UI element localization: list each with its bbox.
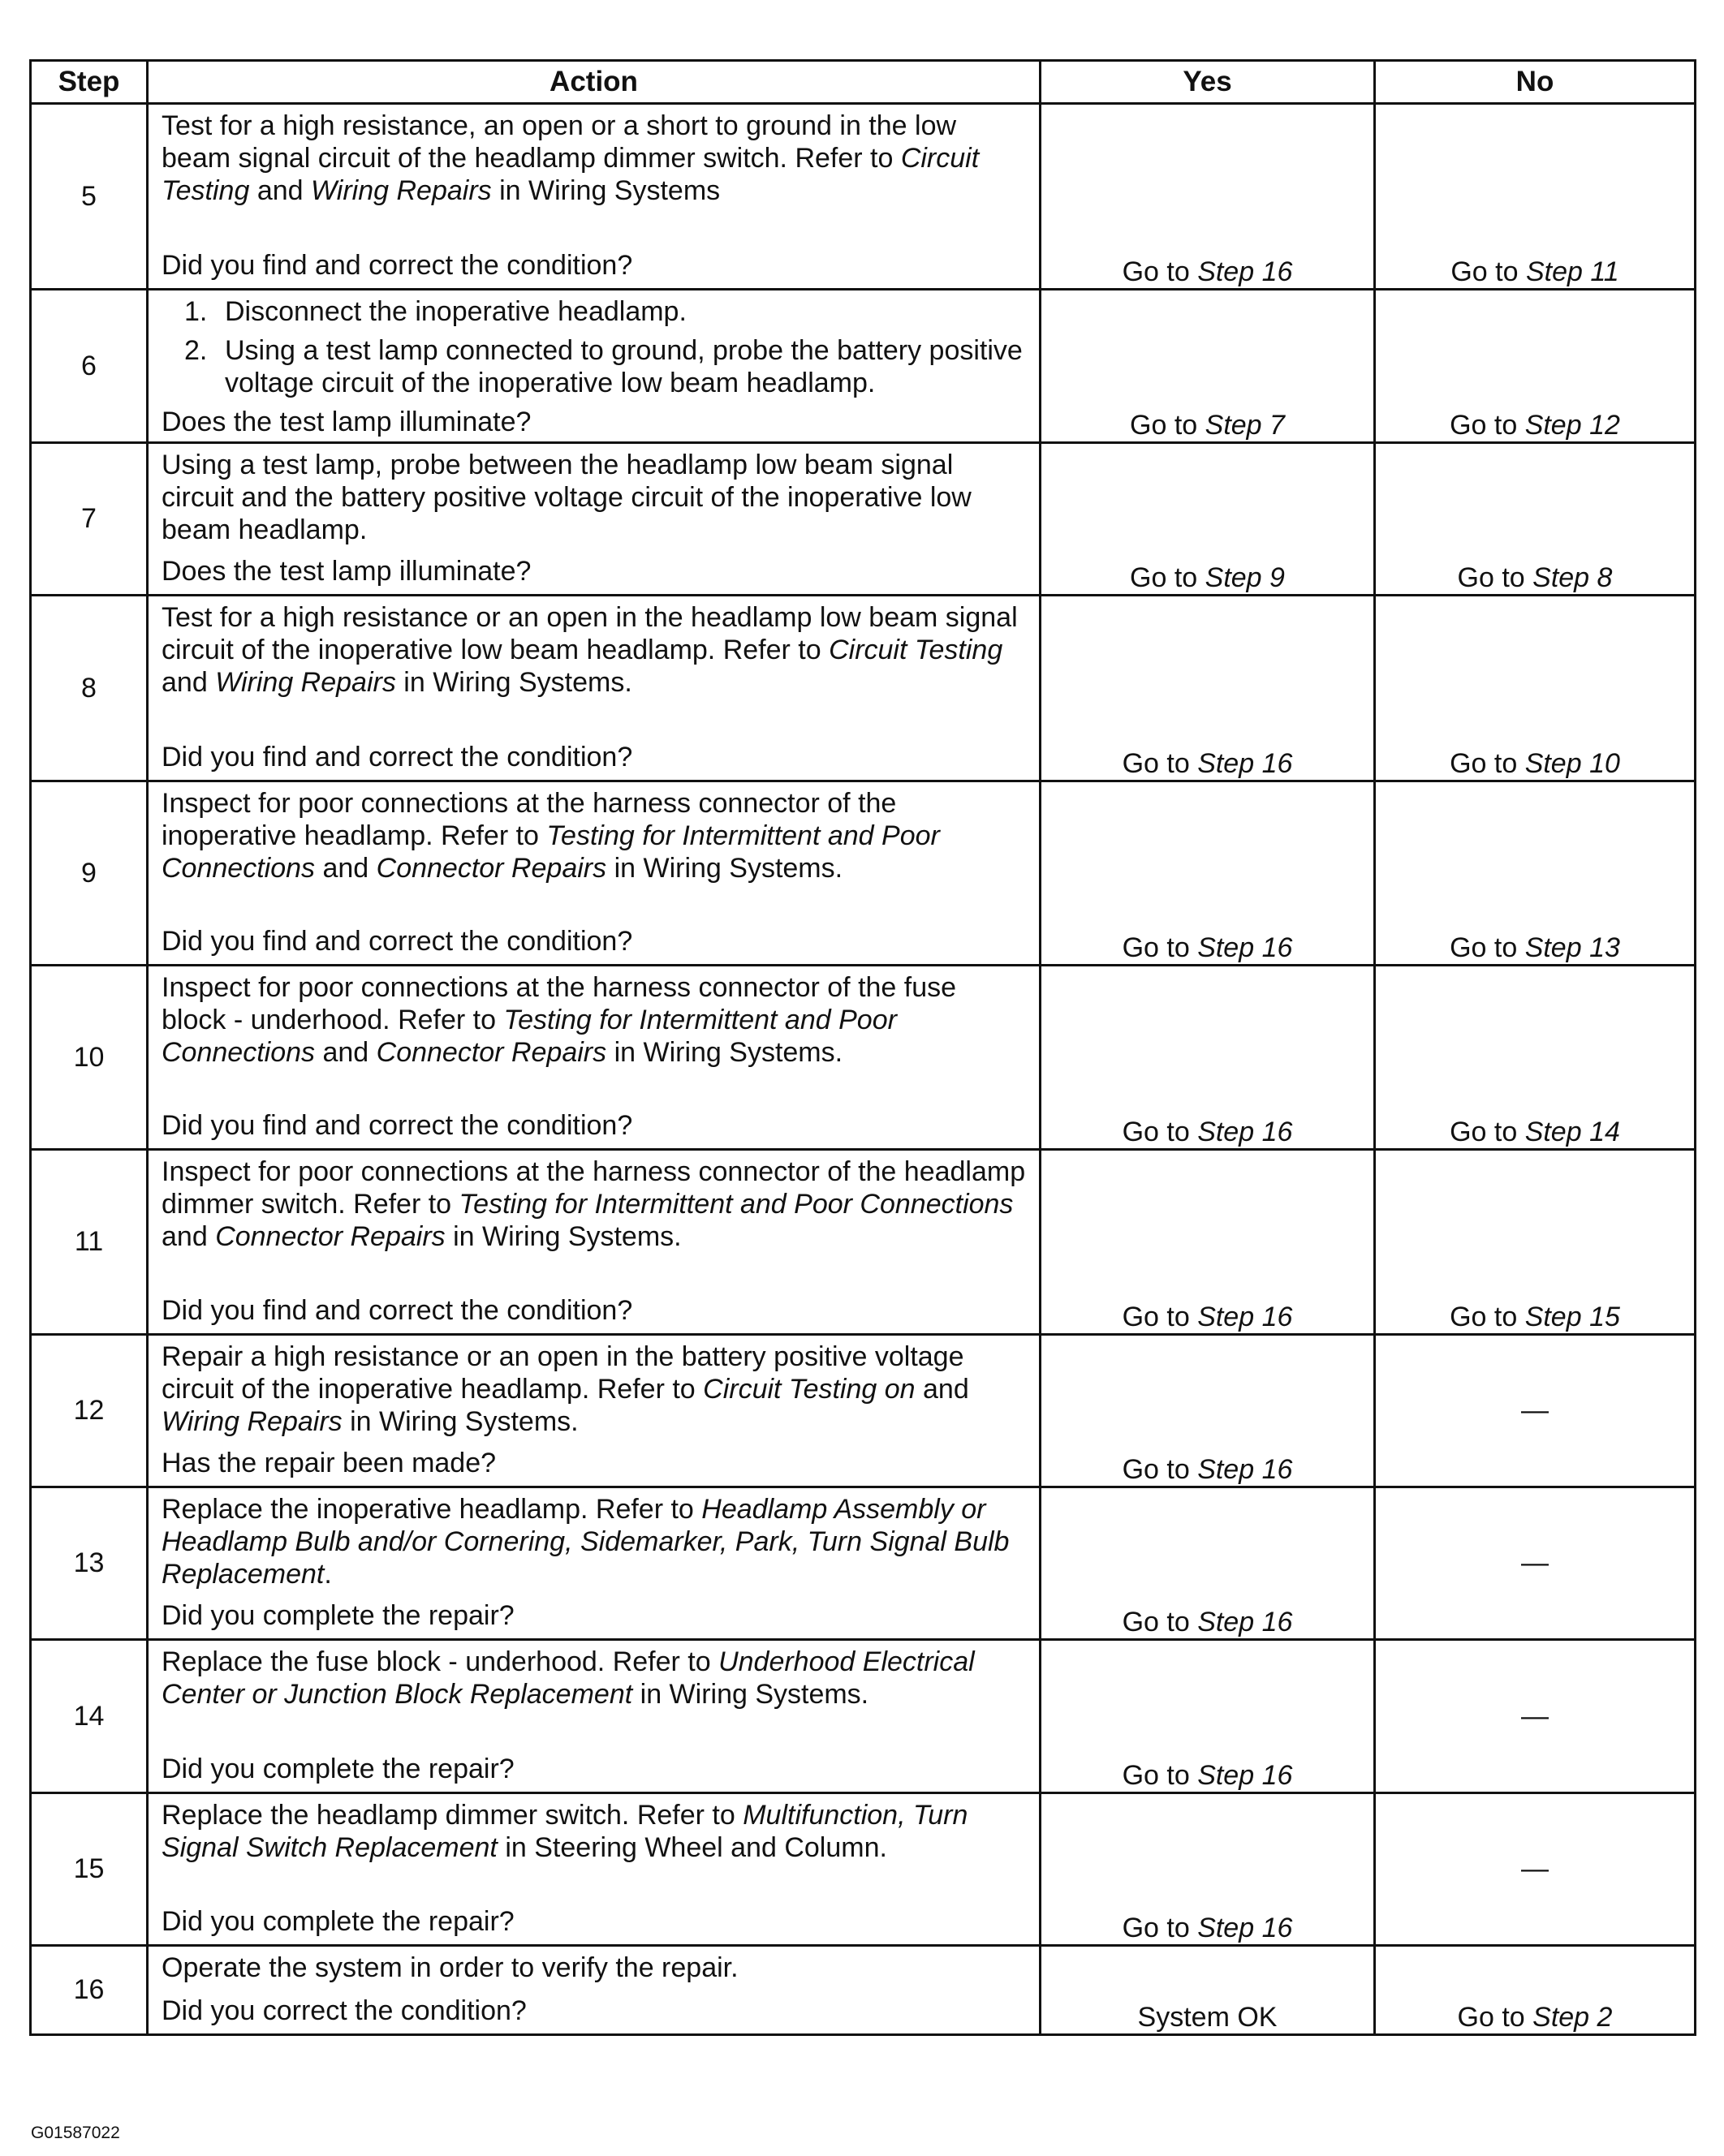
action-text: Test for a high resistance or an open in the headlamp low beam signal circuit of the inoperative low beam headlamp. Refer to bbox=[162, 602, 1018, 665]
action-question: Has the repair been made? bbox=[162, 1448, 497, 1478]
procedure-step: 1. Disconnect the inoperative headlamp. bbox=[184, 296, 687, 327]
action-text: in Wiring Systems. bbox=[445, 1221, 682, 1252]
table-row bbox=[31, 781, 1696, 966]
step-number: 6 bbox=[31, 290, 148, 443]
table-row bbox=[31, 443, 1696, 596]
yes-goto-step: Step 16 bbox=[1197, 1913, 1293, 1943]
action-description bbox=[162, 787, 1028, 884]
yes-goto-step: Step 16 bbox=[1197, 1760, 1293, 1791]
yes-goto-label: Go to bbox=[1122, 748, 1198, 779]
action-text: Replace the fuse block - underhood. Refer to bbox=[162, 1646, 719, 1677]
no-goto-label: Go to bbox=[1450, 256, 1526, 287]
procedure-step-text: Using a test lamp connected to ground, probe the battery positive voltage circuit of the inoperative low beam headlamp. bbox=[225, 335, 1023, 398]
action-description bbox=[162, 1799, 1028, 1864]
yes-goto-label: Go to bbox=[1122, 1302, 1198, 1332]
procedure-list bbox=[162, 295, 1028, 406]
yes-result bbox=[1041, 1793, 1375, 1946]
yes-result bbox=[1041, 596, 1375, 781]
yes-result bbox=[1041, 1640, 1375, 1793]
reference-title: Connector Repairs bbox=[376, 1037, 607, 1068]
yes-goto-step: Step 16 bbox=[1197, 748, 1293, 779]
step-number: 15 bbox=[31, 1793, 148, 1946]
no-goto-step: Step 12 bbox=[1524, 410, 1620, 441]
reference-title: Circuit Testing bbox=[162, 143, 980, 206]
no-goto-step: Step 2 bbox=[1532, 2002, 1613, 2033]
no-goto-step: Step 11 bbox=[1525, 256, 1619, 287]
step-number: 5 bbox=[31, 104, 148, 290]
yes-goto-label: Go to bbox=[1122, 1607, 1198, 1637]
action-text: Repair a high resistance or an open in the battery positive voltage circuit of the inoperative headlamp. Refer to bbox=[162, 1341, 964, 1405]
action-cell bbox=[148, 966, 1041, 1150]
action-text: Inspect for poor connections at the harness connector of the headlamp dimmer switch. Refer to bbox=[162, 1156, 1026, 1220]
reference-title: Underhood Electrical Center or Junction Block Replacement bbox=[162, 1646, 975, 1710]
table-row bbox=[31, 1640, 1696, 1793]
no-result bbox=[1375, 1487, 1696, 1640]
yes-goto-step: Step 9 bbox=[1205, 562, 1285, 593]
no-result bbox=[1375, 596, 1696, 781]
no-result bbox=[1375, 1150, 1696, 1335]
action-cell bbox=[148, 1150, 1041, 1335]
reference-title: Circuit Testing bbox=[829, 635, 1003, 665]
action-cell bbox=[148, 1487, 1041, 1640]
action-description bbox=[162, 1493, 1028, 1590]
yes-goto-label: Go to bbox=[1130, 562, 1205, 593]
action-description bbox=[162, 971, 1028, 1069]
yes-goto-step: Step 7 bbox=[1205, 410, 1285, 441]
no-result bbox=[1375, 1640, 1696, 1793]
yes-goto-label: Go to bbox=[1130, 410, 1205, 441]
action-text: Inspect for poor connections at the harness connector of the inoperative headlamp. Refer to bbox=[162, 788, 897, 851]
yes-result bbox=[1041, 290, 1375, 443]
no-goto-label: Go to bbox=[1450, 932, 1525, 963]
step-number: 14 bbox=[31, 1640, 148, 1793]
action-cell bbox=[148, 1640, 1041, 1793]
action-question: Did you find and correct the condition? bbox=[162, 1295, 633, 1326]
table-row bbox=[31, 290, 1696, 443]
header-yes: Yes bbox=[1041, 61, 1375, 104]
table-row bbox=[31, 104, 1696, 290]
no-result bbox=[1375, 1946, 1696, 2035]
step-number: 16 bbox=[31, 1946, 148, 2035]
action-cell bbox=[148, 1793, 1041, 1946]
reference-title: Wiring Repairs bbox=[215, 667, 396, 698]
table-row bbox=[31, 966, 1696, 1150]
step-number: 7 bbox=[31, 443, 148, 596]
step-number: 10 bbox=[31, 966, 148, 1150]
yes-result bbox=[1041, 443, 1375, 596]
action-description bbox=[162, 1341, 1028, 1438]
no-goto-label: Go to bbox=[1450, 410, 1525, 441]
no-goto-label: Go to bbox=[1457, 2002, 1533, 2033]
no-result-text: — bbox=[1521, 1395, 1549, 1426]
action-description bbox=[162, 1952, 1028, 1984]
header-step: Step bbox=[31, 61, 148, 104]
no-goto-label: Go to bbox=[1450, 1302, 1525, 1332]
reference-title: Wiring Repairs bbox=[162, 1406, 343, 1437]
no-goto-label: Go to bbox=[1457, 562, 1533, 593]
action-cell bbox=[148, 1335, 1041, 1487]
action-question: Did you complete the repair? bbox=[162, 1754, 515, 1784]
action-text: Operate the system in order to verify the repair. bbox=[162, 1952, 739, 1983]
table-row bbox=[31, 1487, 1696, 1640]
action-cell bbox=[148, 1946, 1041, 2035]
reference-title: Multifunction, Turn Signal Switch Replacement bbox=[162, 1800, 968, 1863]
action-cell bbox=[148, 596, 1041, 781]
reference-title: Connector Repairs bbox=[376, 853, 607, 884]
action-description bbox=[162, 1155, 1028, 1253]
procedure-step: 2. Using a test lamp connected to ground, probe the battery positive voltage circuit of the inoperative low beam headlamp. bbox=[184, 335, 1023, 398]
table-row bbox=[31, 1946, 1696, 2035]
yes-goto-label: Go to bbox=[1122, 256, 1198, 287]
table-body bbox=[31, 104, 1696, 2035]
action-question: Did you find and correct the condition? bbox=[162, 926, 633, 957]
header-action: Action bbox=[148, 61, 1041, 104]
action-cell bbox=[148, 104, 1041, 290]
action-description bbox=[162, 601, 1028, 699]
action-question: Did you find and correct the condition? bbox=[162, 742, 633, 772]
action-text: Test for a high resistance, an open or a short to ground in the low beam signal circuit of the headlamp dimmer switch. Refer to bbox=[162, 110, 957, 174]
action-text: and bbox=[315, 1037, 377, 1068]
action-question: Did you correct the condition? bbox=[162, 1995, 527, 2026]
action-text: Replace the inoperative headlamp. Refer to bbox=[162, 1494, 702, 1525]
action-text: in Wiring Systems. bbox=[606, 853, 843, 884]
yes-result bbox=[1041, 1335, 1375, 1487]
reference-title: Headlamp Assembly or Headlamp Bulb and/or Cornering, Sidemarker, Park, Turn Signal Bulb Replacement bbox=[162, 1494, 1010, 1590]
action-text: in Steering Wheel and Column. bbox=[497, 1832, 887, 1863]
action-text: Inspect for poor connections at the harness connector of the fuse block - underhood. Refer to bbox=[162, 972, 957, 1035]
yes-goto-label: Go to bbox=[1122, 932, 1198, 963]
yes-result bbox=[1041, 1150, 1375, 1335]
yes-goto-label: Go to bbox=[1122, 1760, 1198, 1791]
table-row bbox=[31, 1150, 1696, 1335]
reference-title: Testing for Intermittent and Poor Connections bbox=[162, 820, 940, 884]
action-text: Replace the headlamp dimmer switch. Refer to bbox=[162, 1800, 743, 1831]
step-number: 8 bbox=[31, 596, 148, 781]
yes-goto-label: Go to bbox=[1122, 1454, 1198, 1485]
action-text: in Wiring Systems. bbox=[342, 1406, 579, 1437]
action-question: Did you complete the repair? bbox=[162, 1600, 515, 1631]
yes-result bbox=[1041, 104, 1375, 290]
no-result-text: — bbox=[1521, 1547, 1549, 1578]
yes-result-text: System OK bbox=[1137, 2002, 1278, 2033]
no-result bbox=[1375, 290, 1696, 443]
no-goto-step: Step 13 bbox=[1524, 932, 1620, 963]
header-no: No bbox=[1375, 61, 1696, 104]
no-result bbox=[1375, 781, 1696, 966]
action-question: Does the test lamp illuminate? bbox=[162, 407, 532, 437]
no-goto-step: Step 15 bbox=[1524, 1302, 1620, 1332]
action-description bbox=[162, 1646, 1028, 1711]
action-description bbox=[162, 110, 1028, 207]
action-cell bbox=[148, 290, 1041, 443]
yes-goto-step: Step 16 bbox=[1197, 1607, 1293, 1637]
no-goto-label: Go to bbox=[1450, 1117, 1525, 1147]
reference-title: Wiring Repairs bbox=[311, 175, 492, 206]
no-result bbox=[1375, 1793, 1696, 1946]
action-text: . bbox=[324, 1559, 332, 1590]
action-cell bbox=[148, 781, 1041, 966]
action-question: Did you find and correct the condition? bbox=[162, 1110, 633, 1141]
action-cell bbox=[148, 443, 1041, 596]
no-goto-label: Go to bbox=[1450, 748, 1525, 779]
step-number: 12 bbox=[31, 1335, 148, 1487]
action-text: and bbox=[162, 667, 216, 698]
reference-title: Connector Repairs bbox=[215, 1221, 446, 1252]
action-text: in Wiring Systems. bbox=[395, 667, 632, 698]
action-description bbox=[162, 449, 1028, 546]
action-question: Does the test lamp illuminate? bbox=[162, 556, 532, 587]
yes-goto-step: Step 16 bbox=[1197, 256, 1293, 287]
yes-goto-label: Go to bbox=[1122, 1117, 1198, 1147]
no-goto-step: Step 14 bbox=[1524, 1117, 1620, 1147]
yes-goto-step: Step 16 bbox=[1197, 1117, 1293, 1147]
no-goto-step: Step 8 bbox=[1532, 562, 1613, 593]
reference-title: Testing for Intermittent and Poor Connections bbox=[162, 1005, 897, 1068]
step-number: 13 bbox=[31, 1487, 148, 1640]
action-text: in Wiring Systems. bbox=[606, 1037, 843, 1068]
procedure-step-text: Disconnect the inoperative headlamp. bbox=[225, 296, 687, 327]
action-text: in Wiring Systems. bbox=[632, 1679, 869, 1710]
header-row bbox=[31, 61, 1696, 104]
yes-result bbox=[1041, 966, 1375, 1150]
yes-result bbox=[1041, 1946, 1375, 2035]
diagnostic-table bbox=[29, 59, 1696, 2036]
reference-title: Testing for Intermittent and Poor Connections bbox=[459, 1189, 1014, 1220]
yes-result bbox=[1041, 1487, 1375, 1640]
no-result-text: — bbox=[1521, 1700, 1549, 1732]
no-result-text: — bbox=[1521, 1853, 1549, 1884]
action-question: Did you find and correct the condition? bbox=[162, 250, 633, 281]
step-number: 9 bbox=[31, 781, 148, 966]
action-text: and bbox=[249, 175, 311, 206]
action-text: and bbox=[162, 1221, 216, 1252]
action-text: and bbox=[915, 1374, 969, 1405]
table-row bbox=[31, 596, 1696, 781]
no-goto-step: Step 10 bbox=[1524, 748, 1620, 779]
yes-goto-label: Go to bbox=[1122, 1913, 1198, 1943]
figure-code: G01587022 bbox=[31, 2124, 120, 2142]
no-result bbox=[1375, 966, 1696, 1150]
reference-title: Circuit Testing on bbox=[703, 1374, 916, 1405]
step-number: 11 bbox=[31, 1150, 148, 1335]
action-question: Did you complete the repair? bbox=[162, 1906, 515, 1937]
yes-goto-step: Step 16 bbox=[1197, 1454, 1293, 1485]
table-row bbox=[31, 1335, 1696, 1487]
no-result bbox=[1375, 1335, 1696, 1487]
no-result bbox=[1375, 104, 1696, 290]
action-text: and bbox=[315, 853, 377, 884]
yes-goto-step: Step 16 bbox=[1197, 1302, 1293, 1332]
action-text: in Wiring Systems bbox=[491, 175, 721, 206]
table-row bbox=[31, 1793, 1696, 1946]
yes-goto-step: Step 16 bbox=[1197, 932, 1293, 963]
action-text: Using a test lamp, probe between the headlamp low beam signal circuit and the battery positive voltage circuit of the inoperative low beam headlamp. bbox=[162, 450, 972, 545]
no-result bbox=[1375, 443, 1696, 596]
yes-result bbox=[1041, 781, 1375, 966]
